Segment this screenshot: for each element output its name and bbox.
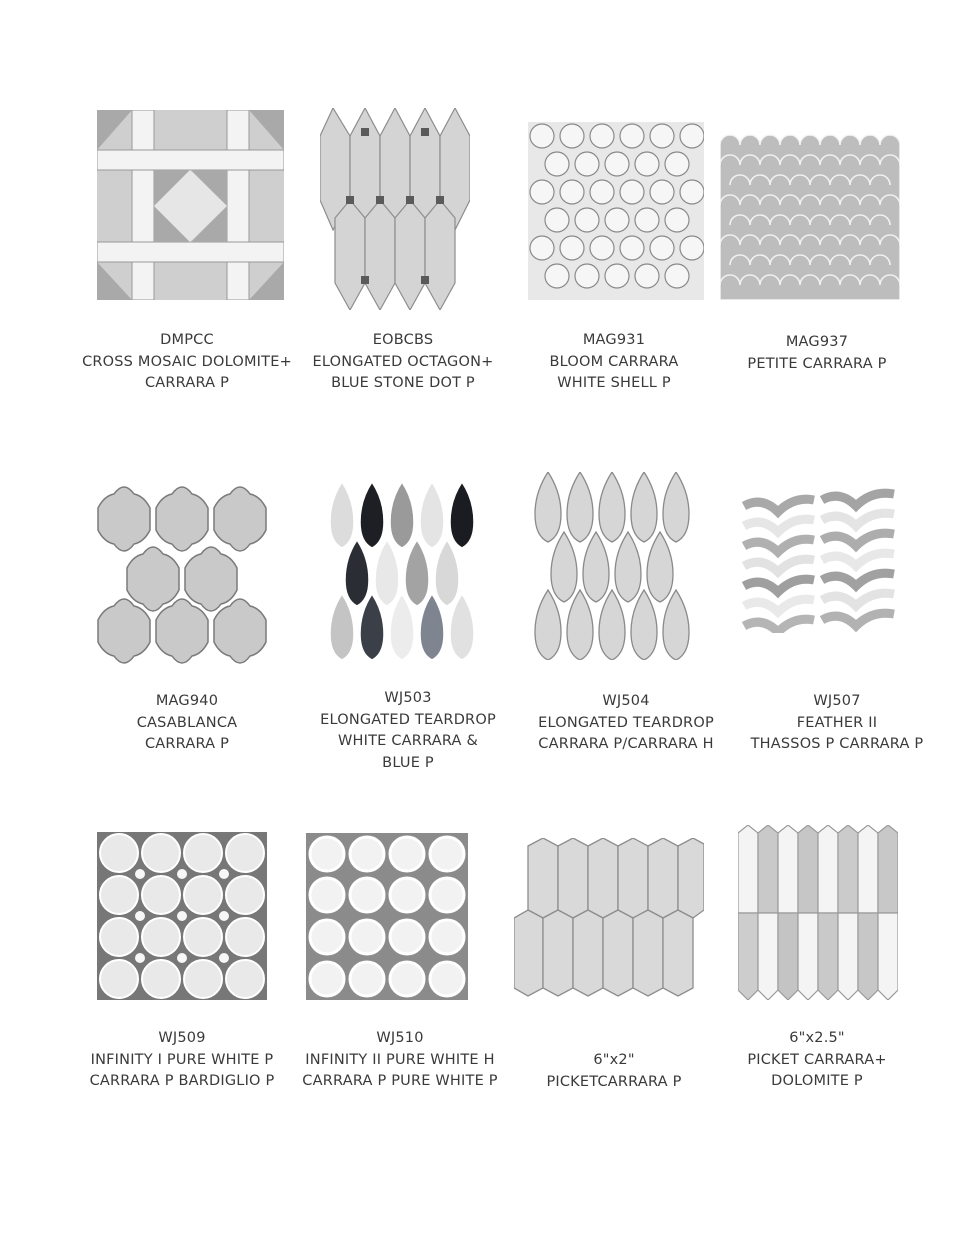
tile-image-picket-6x2-5 bbox=[738, 825, 898, 1000]
bloom-pattern bbox=[528, 122, 704, 300]
product-code: MAG940 bbox=[155, 693, 219, 709]
product-description-line: FEATHER II bbox=[796, 714, 878, 731]
infinity-2-pattern bbox=[306, 833, 468, 1000]
tile-image-teardrop-blue bbox=[327, 482, 477, 660]
product-description-line: ELONGATED TEARDROP bbox=[320, 711, 496, 728]
product-code: 6"x2.5" bbox=[789, 1030, 845, 1046]
picket-6x2-pattern bbox=[514, 838, 704, 1006]
product-description-line: ELONGATED OCTAGON+ bbox=[312, 353, 494, 370]
cross-mosaic-pattern bbox=[97, 110, 284, 300]
product-caption bbox=[717, 691, 957, 756]
product-description-line: CARRARA P bbox=[144, 375, 230, 391]
tile-image-petite-fan bbox=[720, 125, 900, 300]
product-description-line: CARRARA P bbox=[144, 736, 230, 752]
product-code: WJ507 bbox=[813, 693, 861, 709]
product-code: WJ509 bbox=[158, 1030, 206, 1046]
elongated-octagon-pattern bbox=[320, 108, 470, 310]
product-caption bbox=[288, 688, 528, 774]
product-description-line: DOLOMITE P bbox=[771, 1073, 863, 1089]
product-description-line: WHITE SHELL P bbox=[557, 375, 671, 391]
tile-image-elongated-octagon bbox=[320, 108, 470, 310]
feather-pattern bbox=[742, 488, 897, 633]
tile-image-feather bbox=[742, 488, 897, 633]
product-description-line: CASABLANCA bbox=[136, 714, 238, 731]
product-caption bbox=[67, 691, 307, 756]
product-description-line: PICKETCARRARA P bbox=[546, 1073, 682, 1090]
product-caption bbox=[697, 1028, 937, 1093]
product-description-line: CARRARA P BARDIGLIO P bbox=[89, 1073, 275, 1089]
product-description-line: WHITE CARRARA & bbox=[338, 733, 478, 749]
tile-image-infinity-2 bbox=[306, 833, 468, 1000]
tile-image-bloom bbox=[528, 122, 704, 300]
picket-6x2-5-pattern bbox=[738, 825, 898, 1000]
product-code: MAG937 bbox=[785, 334, 849, 350]
tile-image-teardrop-carrara bbox=[532, 472, 692, 660]
product-description-line: PETITE CARRARA P bbox=[747, 355, 887, 372]
tile-image-picket-6x2 bbox=[514, 838, 704, 1006]
product-description-line: INFINITY I PURE WHITE P bbox=[90, 1051, 274, 1068]
product-caption bbox=[67, 330, 307, 395]
product-code: 6"x2" bbox=[593, 1052, 635, 1068]
product-description-line: INFINITY II PURE WHITE H bbox=[305, 1051, 495, 1068]
product-caption bbox=[283, 330, 523, 395]
product-code: WJ503 bbox=[384, 690, 432, 706]
teardrop-carrara-pattern bbox=[532, 472, 692, 660]
infinity-1-pattern bbox=[97, 832, 267, 1000]
product-description-line: CARRARA P/CARRARA H bbox=[538, 736, 714, 752]
tile-image-cross-mosaic bbox=[97, 110, 284, 300]
tile-image-infinity-1 bbox=[97, 832, 267, 1000]
petite-fan-pattern bbox=[720, 125, 900, 300]
product-description-line: BLOOM CARRARA bbox=[549, 353, 679, 370]
product-code: WJ510 bbox=[376, 1030, 424, 1046]
product-caption bbox=[697, 332, 937, 375]
product-description-line: CROSS MOSAIC DOLOMITE+ bbox=[82, 353, 292, 370]
product-description-line: PICKET CARRARA+ bbox=[747, 1051, 887, 1068]
product-code: DMPCC bbox=[160, 332, 214, 348]
product-description-line: BLUE P bbox=[382, 754, 434, 771]
teardrop-blue-pattern bbox=[327, 482, 477, 660]
product-code: WJ504 bbox=[602, 693, 650, 709]
product-caption bbox=[280, 1028, 520, 1093]
tile-image-casablanca bbox=[94, 480, 276, 665]
product-caption bbox=[506, 691, 746, 756]
product-caption bbox=[62, 1028, 302, 1093]
product-description-line: CARRARA P PURE WHITE P bbox=[302, 1073, 498, 1089]
casablanca-pattern bbox=[94, 480, 276, 665]
product-code: MAG931 bbox=[582, 332, 646, 348]
product-description-line: BLUE STONE DOT P bbox=[331, 375, 475, 391]
product-description-line: THASSOS P CARRARA P bbox=[750, 736, 924, 752]
product-code: EOBCBS bbox=[372, 332, 434, 348]
product-description-line: ELONGATED TEARDROP bbox=[538, 714, 714, 731]
